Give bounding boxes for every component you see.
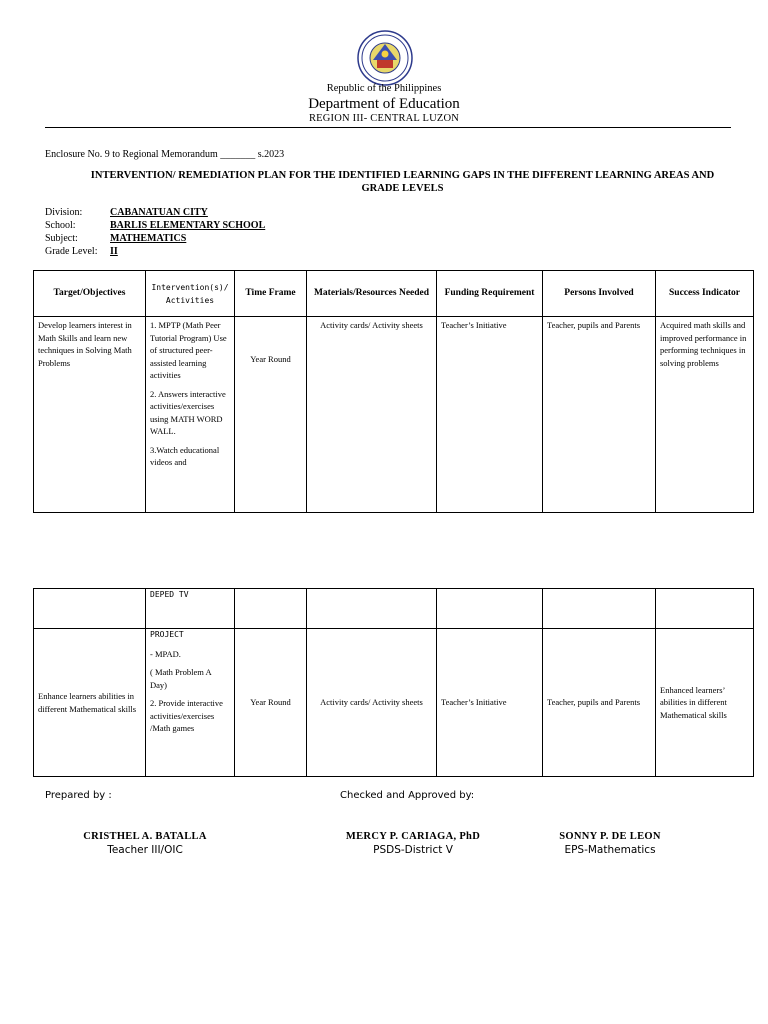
row1-indicator: Acquired math skills and improved performance in performing techniques in solving problems [656, 317, 754, 513]
department-name: Department of Education [308, 96, 460, 112]
row3-intervention-3: ( Math Problem A Day) [150, 667, 212, 690]
deped-seal-logo [357, 30, 413, 86]
grade-label: Grade Level: [45, 246, 98, 257]
row3-intervention-4: 2. Provide interactive activities/exercises /Math games [150, 698, 223, 733]
subject-value: MATHEMATICS [110, 233, 187, 244]
row2-persons [543, 589, 656, 629]
region-name: REGION III- CENTRAL LUZON [308, 113, 460, 124]
row3-time: Year Round [235, 629, 307, 777]
approver2-name: SONNY P. DE LEON [559, 831, 661, 842]
row1-intervention-2: 2. Answers interactive activities/exercises using MATH WORD WALL. [150, 388, 226, 436]
row2-indicator [656, 589, 754, 629]
header-materials: Materials/Resources Needed [307, 271, 437, 317]
row3-indicator: Enhanced learners’ abilities in different Mathematical skills [656, 629, 754, 777]
row2-intervention: DEPED TV [146, 589, 235, 629]
school-value: BARLIS ELEMENTARY SCHOOL [110, 220, 266, 231]
approver2-position: EPS-Mathematics [564, 844, 656, 856]
header-divider [45, 127, 731, 128]
table-row [34, 317, 754, 513]
row2-time [235, 589, 307, 629]
row1-materials: Activity cards/ Activity sheets [307, 317, 437, 513]
row1-intervention-1: 1. MPTP (Math Peer Tutorial Program) Use of structured peer-assisted learning activities [150, 320, 227, 380]
enclosure-line: Enclosure No. 9 to Regional Memorandum _______ s.2023 [45, 149, 285, 160]
row3-persons: Teacher, pupils and Parents [543, 629, 656, 777]
header-time-frame: Time Frame [235, 271, 307, 317]
row2-target [34, 589, 146, 629]
table-header-row [34, 271, 754, 317]
header-target: Target/Objectives [34, 271, 146, 317]
preparer-position: Teacher III/OIC [107, 844, 183, 856]
row3-interventions [146, 629, 235, 777]
preparer-name: CRISTHEL A. BATALLA [83, 831, 207, 842]
header-funding: Funding Requirement [437, 271, 543, 317]
row1-funding: Teacher’s Initiative [437, 317, 543, 513]
row3-target: Enhance learners abilities in different Mathematical skills [34, 629, 146, 777]
row1-intervention-3: 3.Watch educational videos and [150, 444, 220, 467]
row2-funding [437, 589, 543, 629]
row3-funding: Teacher’s Initiative [437, 629, 543, 777]
header-persons: Persons Involved [543, 271, 656, 317]
row1-interventions [146, 317, 235, 513]
republic-line: Republic of the Philippines [326, 83, 442, 94]
row1-persons: Teacher, pupils and Parents [543, 317, 656, 513]
subject-label: Subject: [45, 233, 78, 244]
division-value: CABANATUAN CITY [110, 207, 208, 218]
row1-target: Develop learners interest in Math Skills and learn new techniques in Solving Math Problems [34, 317, 146, 513]
row3-intervention-1: PROJECT [150, 630, 184, 639]
plan-table-page1 [33, 270, 754, 513]
school-label: School: [45, 220, 76, 231]
plan-table-page2 [33, 588, 754, 777]
header-indicator: Success Indicator [656, 271, 754, 317]
grade-value: II [110, 246, 118, 257]
row3-materials: Activity cards/ Activity sheets [307, 629, 437, 777]
row3-intervention-2: - MPAD. [150, 648, 181, 659]
row1-time: Year Round [235, 317, 307, 513]
prepared-by-label: Prepared by : [45, 790, 112, 801]
division-label: Division: [45, 207, 83, 218]
approver1-name: MERCY P. CARIAGA, PhD [345, 831, 481, 842]
document-title: INTERVENTION/ REMEDIATION PLAN FOR THE IDENTIFIED LEARNING GAPS IN THE DIFFERENT LEARNING AREAS AND GRADE LEVELS [90, 170, 715, 194]
header-interventions: Intervention(s)/ Activities [146, 271, 235, 317]
approver1-position: PSDS-District V [373, 844, 453, 856]
table-row [34, 589, 754, 629]
table-row [34, 629, 754, 777]
row2-materials [307, 589, 437, 629]
checked-approved-label: Checked and Approved by: [340, 790, 475, 801]
